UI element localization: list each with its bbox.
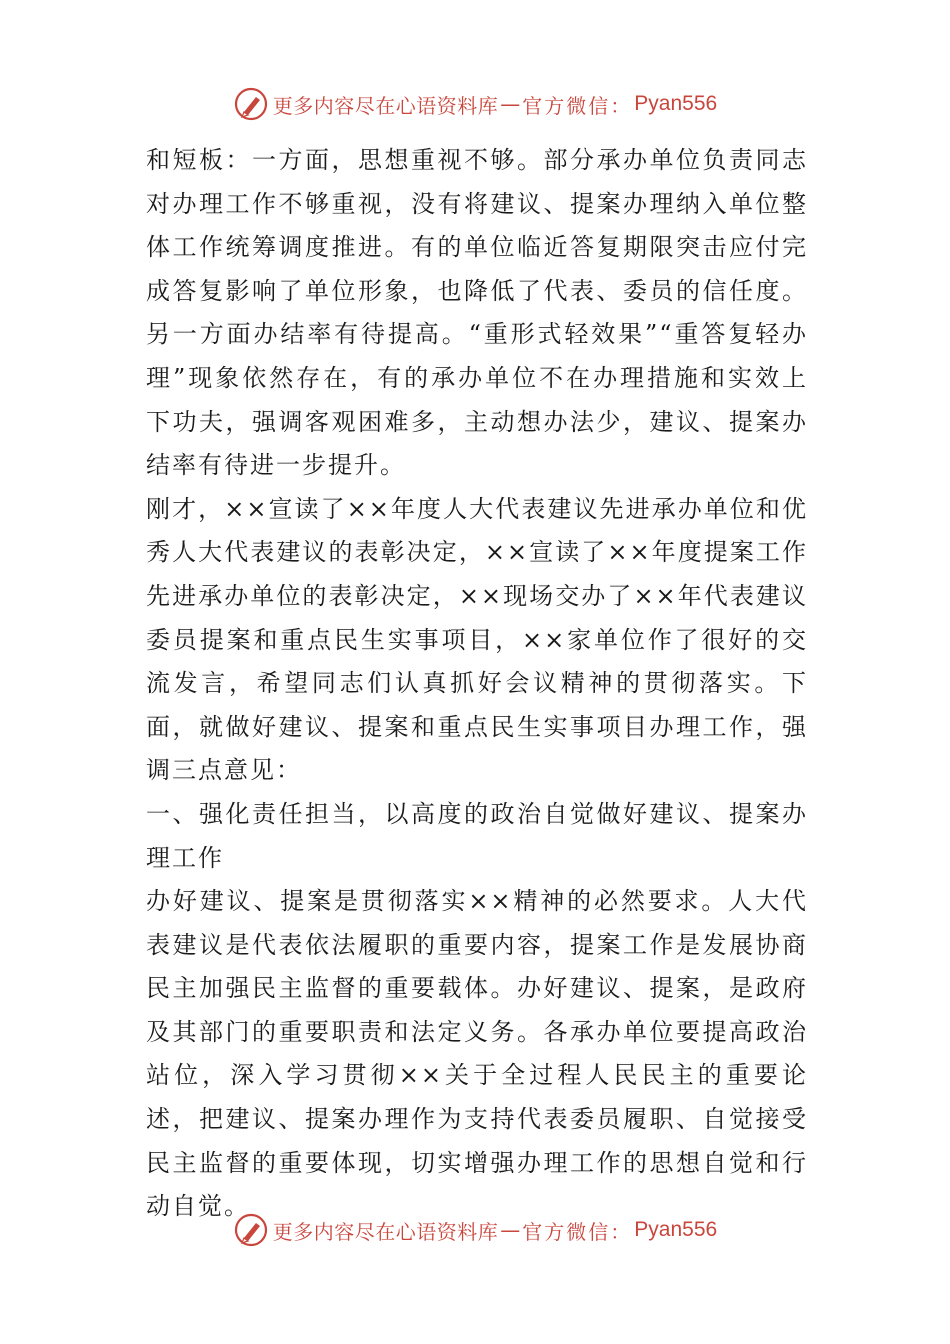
watermark-official-label: 官方微信： <box>522 93 633 118</box>
watermark-wechat-id: Pyan556 <box>634 1218 718 1241</box>
document-body <box>146 139 808 1229</box>
paragraph-shortcomings: 和短板：一方面，思想重视不够。部分承办单位负责同志对办理工作不够重视，没有将建议、提案办理纳入单位整体工作统筹调度推进。有的单位临近答复期限突击应付完成答复影响了单位形象，也降低了代表、委员的信任度。另一方面办结率有待提高。“重形式轻效果”“重答复轻办理”现象依然存在，有的承办单位不在办理措施和实效上下功夫，强调客观困难多，主动想办法少，建议、提案办结率有待进一步提升。 <box>146 146 808 480</box>
pen-logo-icon <box>233 1212 269 1248</box>
section-heading-one: 一、强化责任担当，以高度的政治自觉做好建议、提案办理工作 <box>146 799 808 872</box>
header-watermark <box>0 82 950 126</box>
paragraph-meeting-summary: 刚才，××宣读了××年度人大代表建议先进承办单位和优秀人大代表建议的表彰决定，××宣读了××年度提案工作先进承办单位的表彰决定，××现场交办了××年代表建议委员提案和重点民生实事项目，××家单位作了很好的交流发言，希望同志们认真抓好会议精神的贯彻落实。下面，就做好建议、提案和重点民生实事项目办理工作，强调三点意见： <box>146 494 808 785</box>
watermark-brand: 更多内容尽在心语资料库 <box>272 93 499 118</box>
footer-watermark <box>0 1208 950 1252</box>
watermark-brand: 更多内容尽在心语资料库 <box>272 1219 499 1244</box>
paragraph-political-awareness: 办好建议、提案是贯彻落实××精神的必然要求。人大代表建议是代表依法履职的重要内容，提案工作是发展协商民主加强民主监督的重要载体。办好建议、提案，是政府及其部门的重要职责和法定义务。各承办单位要提高政治站位，深入学习贯彻××关于全过程人民民主的重要论述，把建议、提案办理作为支持代表委员履职、自觉接受民主监督的重要体现，切实增强办理工作的思想自觉和行动自觉。 <box>146 887 808 1221</box>
watermark-dash: — <box>500 1218 521 1242</box>
watermark-dash: — <box>500 92 521 116</box>
watermark-official-label: 官方微信： <box>522 1219 633 1244</box>
watermark-wechat-id: Pyan556 <box>634 92 718 115</box>
pen-logo-icon <box>233 86 269 122</box>
